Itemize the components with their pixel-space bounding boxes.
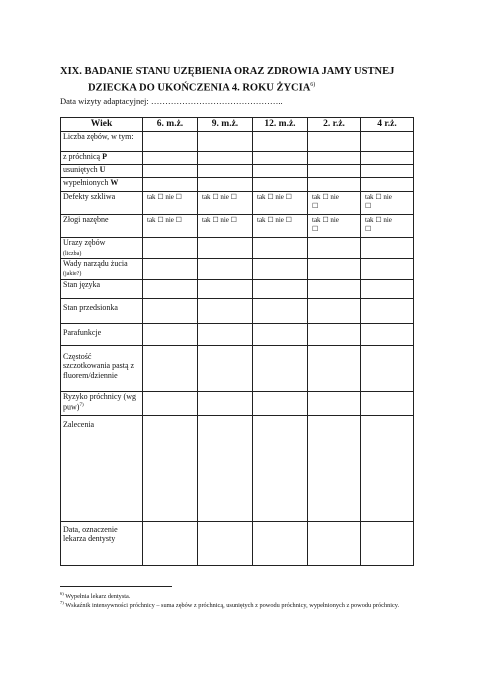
cell[interactable] — [143, 178, 198, 192]
table-row — [61, 192, 414, 215]
col-header-6m: 6. m.ż. — [143, 118, 198, 132]
row-label-filled: wypełnionych W — [61, 178, 143, 192]
yes-no-checkbox[interactable]: tak ☐ nie ☐ — [308, 192, 361, 215]
table-row — [61, 165, 414, 178]
yes-no-checkbox[interactable]: tak ☐ nie ☐ — [198, 215, 253, 238]
cell[interactable] — [308, 391, 361, 415]
cell[interactable] — [253, 178, 308, 192]
row-label-parafunctions: Parafunkcje — [61, 323, 143, 345]
cell[interactable] — [308, 258, 361, 279]
cell[interactable] — [361, 415, 414, 521]
yes-no-checkbox[interactable]: tak ☐ nie ☐ — [253, 215, 308, 238]
cell[interactable] — [143, 391, 198, 415]
cell[interactable] — [143, 258, 198, 279]
cell[interactable] — [253, 345, 308, 391]
row-label-removed: usuniętych U — [61, 165, 143, 178]
table-row — [61, 415, 414, 521]
cell[interactable] — [198, 258, 253, 279]
cell[interactable] — [361, 298, 414, 323]
cell[interactable] — [198, 132, 253, 152]
col-header-12m: 12. m.ż. — [253, 118, 308, 132]
row-label-tongue: Stan języka — [61, 279, 143, 298]
table-row — [61, 178, 414, 192]
cell[interactable] — [361, 165, 414, 178]
title-line-2: DZIECKA DO UKOŃCZENIA 4. ROKU ŻYCIA$^{6)}$ — [88, 81, 316, 93]
table-row — [61, 215, 414, 238]
cell[interactable] — [308, 279, 361, 298]
cell[interactable] — [198, 298, 253, 323]
cell[interactable] — [308, 178, 361, 192]
cell[interactable] — [253, 391, 308, 415]
cell[interactable] — [198, 521, 253, 565]
yes-no-checkbox[interactable]: tak ☐ nie ☐ — [198, 192, 253, 215]
yes-no-checkbox[interactable]: tak ☐ nie ☐ — [143, 192, 198, 215]
visit-date-field[interactable] — [60, 96, 283, 106]
row-label-plaque: Złogi nazębne — [61, 215, 143, 238]
cell[interactable] — [253, 323, 308, 345]
row-label-brushing: Częstość szczotkowania pastą z fluorem/dziennie — [61, 345, 143, 391]
table-row — [61, 391, 414, 415]
row-label-risk: Ryzyko próchnicy (wg puw)$^{7)}$ — [61, 391, 143, 415]
cell[interactable] — [361, 323, 414, 345]
cell[interactable] — [308, 345, 361, 391]
footnote-ref-6: 6) — [310, 81, 316, 88]
cell[interactable] — [308, 152, 361, 165]
cell[interactable] — [143, 415, 198, 521]
table-row — [61, 279, 414, 298]
cell[interactable] — [361, 152, 414, 165]
row-label-recommendations: Zalecenia — [61, 415, 143, 521]
footnote-7: $^{7)}$ Wskaźnik intensywności próchnicy – suma zębów z próchnicą, usuniętych z powodu próchnicy, wypełnionych z powodu próchnicy. — [60, 600, 400, 610]
cell[interactable] — [198, 238, 253, 259]
cell[interactable] — [143, 238, 198, 259]
cell[interactable] — [253, 238, 308, 259]
cell[interactable] — [143, 323, 198, 345]
cell[interactable] — [198, 152, 253, 165]
cell[interactable] — [361, 279, 414, 298]
cell[interactable] — [308, 521, 361, 565]
table-row — [61, 258, 414, 279]
row-label-enamel: Defekty szkliwa — [61, 192, 143, 215]
yes-no-checkbox[interactable]: tak ☐ nie ☐ — [308, 215, 361, 238]
title-line-1: XIX. BADANIE STANU UZĘBIENIA ORAZ ZDROWIA JAMY USTNEJ — [60, 66, 395, 77]
cell[interactable] — [253, 415, 308, 521]
yes-no-checkbox[interactable]: tak ☐ nie ☐ — [143, 215, 198, 238]
cell[interactable] — [143, 521, 198, 565]
yes-no-checkbox[interactable]: tak ☐ nie ☐ — [361, 192, 414, 215]
cell[interactable] — [361, 345, 414, 391]
cell[interactable] — [143, 279, 198, 298]
cell[interactable] — [143, 152, 198, 165]
cell[interactable] — [253, 152, 308, 165]
cell[interactable] — [143, 165, 198, 178]
col-header-4y: 4 r.ż. — [361, 118, 414, 132]
cell[interactable] — [308, 415, 361, 521]
cell[interactable] — [308, 238, 361, 259]
visit-date-label: Data wizyty adaptacyjnej: — [60, 96, 149, 106]
cell[interactable] — [361, 521, 414, 565]
cell[interactable] — [253, 132, 308, 152]
cell[interactable] — [361, 178, 414, 192]
age-header: Wiek — [61, 118, 143, 132]
cell[interactable] — [308, 165, 361, 178]
cell[interactable] — [253, 279, 308, 298]
cell[interactable] — [361, 258, 414, 279]
table-row — [61, 152, 414, 165]
row-label-vestibule: Stan przedsionka — [61, 298, 143, 323]
yes-no-checkbox[interactable]: tak ☐ nie ☐ — [253, 192, 308, 215]
header-row — [61, 118, 414, 132]
cell[interactable] — [308, 132, 361, 152]
cell[interactable] — [198, 345, 253, 391]
cell[interactable] — [143, 345, 198, 391]
cell[interactable] — [253, 298, 308, 323]
cell[interactable] — [198, 415, 253, 521]
col-header-9m: 9. m.ż. — [198, 118, 253, 132]
cell[interactable] — [198, 323, 253, 345]
yes-no-checkbox[interactable]: tak ☐ nie ☐ — [361, 215, 414, 238]
cell[interactable] — [143, 132, 198, 152]
cell[interactable] — [143, 298, 198, 323]
cell[interactable] — [198, 279, 253, 298]
table-row — [61, 345, 414, 391]
row-label-bite: Wady narządu żucia (jakie?) — [61, 258, 143, 279]
cell[interactable] — [308, 298, 361, 323]
cell[interactable] — [253, 521, 308, 565]
cell[interactable] — [253, 165, 308, 178]
dental-exam-table — [60, 117, 414, 566]
table-row — [61, 238, 414, 259]
cell[interactable] — [308, 323, 361, 345]
cell[interactable] — [361, 391, 414, 415]
footnote-6: $^{6)}$ Wypełnia lekarz dentysta. — [60, 591, 131, 601]
visit-date-dotted-line[interactable]: ……………………………………….. — [150, 96, 283, 106]
row-label-caries: z próchnicą P — [61, 152, 143, 165]
table-row — [61, 132, 414, 152]
cell[interactable] — [361, 132, 414, 152]
table-row — [61, 298, 414, 323]
table-row — [61, 323, 414, 345]
table-row — [61, 521, 414, 565]
cell[interactable] — [361, 238, 414, 259]
row-label-dentist: Data, oznaczenie lekarza dentysty — [61, 521, 143, 565]
col-header-2y: 2. r.ż. — [308, 118, 361, 132]
footnote-divider — [60, 586, 172, 587]
row-label-teeth-count: Liczba zębów, w tym: — [61, 132, 143, 152]
cell[interactable] — [253, 258, 308, 279]
section-title — [60, 66, 440, 95]
cell[interactable] — [198, 391, 253, 415]
row-label-injuries: Urazy zębów (liczba) — [61, 238, 143, 259]
cell[interactable] — [198, 178, 253, 192]
cell[interactable] — [198, 165, 253, 178]
